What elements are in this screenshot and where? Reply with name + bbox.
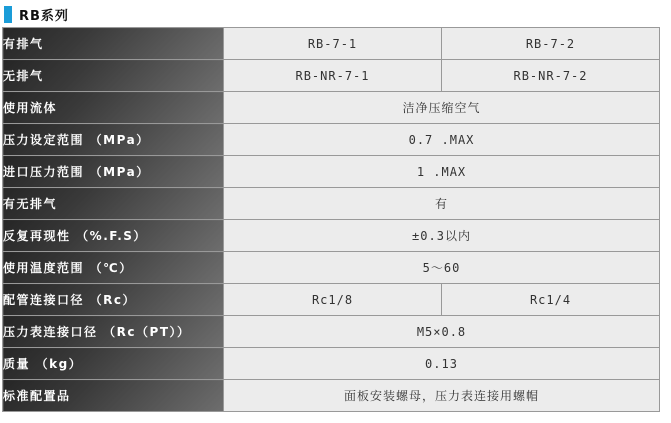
row-label: 有无排气 xyxy=(3,188,224,220)
row-label: 使用流体 xyxy=(3,92,224,124)
row-label: 反复再现性 （%.F.S） xyxy=(3,220,224,252)
row-value: ±0.3以内 xyxy=(224,220,660,252)
row-label: 压力设定范围 （MPa） xyxy=(3,124,224,156)
row-label: 进口压力范围 （MPa） xyxy=(3,156,224,188)
row-value: 洁净压缩空气 xyxy=(224,92,660,124)
row-label: 无排气 xyxy=(3,60,224,92)
table-row xyxy=(3,188,660,220)
row-value: 有 xyxy=(224,188,660,220)
table-row xyxy=(3,380,660,412)
row-label: 配管连接口径 （Rc） xyxy=(3,284,224,316)
table-row xyxy=(3,60,660,92)
row-value: RB-NR-7-2 xyxy=(442,60,660,92)
table-row xyxy=(3,220,660,252)
row-value: 面板安装螺母，压力表连接用螺帽 xyxy=(224,380,660,412)
row-value: Rc1/8 xyxy=(224,284,442,316)
table-row xyxy=(3,252,660,284)
row-value: 1 .MAX xyxy=(224,156,660,188)
row-value: 0.7 .MAX xyxy=(224,124,660,156)
table-row xyxy=(3,284,660,316)
table-row xyxy=(3,156,660,188)
section-header xyxy=(4,4,671,24)
row-value: 5～60 xyxy=(224,252,660,284)
table-row xyxy=(3,348,660,380)
row-value: RB-NR-7-1 xyxy=(224,60,442,92)
row-label: 有排气 xyxy=(3,28,224,60)
row-value: RB-7-1 xyxy=(224,28,442,60)
row-label: 质量 （kg） xyxy=(3,348,224,380)
accent-bar-icon xyxy=(4,6,12,23)
spec-table xyxy=(2,27,660,412)
row-value: 0.13 xyxy=(224,348,660,380)
row-value: M5×0.8 xyxy=(224,316,660,348)
row-value: Rc1/4 xyxy=(442,284,660,316)
row-label: 使用温度范围 （℃） xyxy=(3,252,224,284)
table-row xyxy=(3,28,660,60)
table-row xyxy=(3,124,660,156)
row-value: RB-7-2 xyxy=(442,28,660,60)
page-title: RB系列 xyxy=(19,8,69,24)
row-label: 标准配置品 xyxy=(3,380,224,412)
table-row xyxy=(3,92,660,124)
row-label: 压力表连接口径 （Rc（PT）） xyxy=(3,316,224,348)
table-row xyxy=(3,316,660,348)
